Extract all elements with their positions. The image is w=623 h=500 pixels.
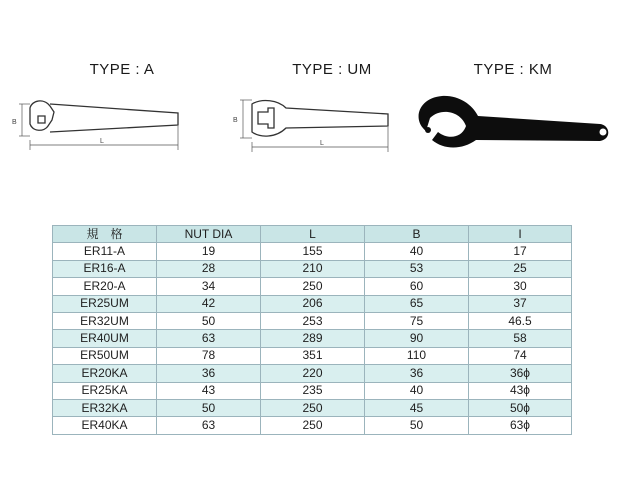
cell-b: 65 <box>365 295 469 312</box>
cell-b: 53 <box>365 260 469 277</box>
cell-l: 351 <box>261 347 365 364</box>
type-um-label: TYPE : UM <box>292 61 372 78</box>
spec-table <box>52 225 572 435</box>
cell-b: 36 <box>365 365 469 382</box>
cell-b: 75 <box>365 312 469 329</box>
cell-i: 37 <box>469 295 572 312</box>
table-row <box>53 295 572 312</box>
cell-l: 210 <box>261 260 365 277</box>
type-km-label: TYPE : KM <box>473 61 553 78</box>
type-um-l-label: L <box>320 140 324 147</box>
cell-nut-dia: 50 <box>157 399 261 416</box>
cell-nut-dia: 43 <box>157 382 261 399</box>
cell-b: 45 <box>365 399 469 416</box>
table-row <box>53 243 572 260</box>
wrench-drawings <box>0 0 623 210</box>
cell-spec: ER20KA <box>53 365 157 382</box>
cell-nut-dia: 63 <box>157 330 261 347</box>
cell-spec: ER50UM <box>53 347 157 364</box>
table-row <box>53 278 572 295</box>
cell-b: 40 <box>365 382 469 399</box>
cell-nut-dia: 78 <box>157 347 261 364</box>
header-spec: 規 格 <box>53 226 157 243</box>
cell-i: 58 <box>469 330 572 347</box>
type-a-wrench <box>30 101 178 132</box>
cell-i: 46.5 <box>469 312 572 329</box>
cell-spec: ER32KA <box>53 399 157 416</box>
cell-spec: ER40UM <box>53 330 157 347</box>
type-um-wrench <box>252 101 388 137</box>
table-row <box>53 260 572 277</box>
header-b: B <box>365 226 469 243</box>
cell-b: 50 <box>365 417 469 434</box>
cell-spec: ER40KA <box>53 417 157 434</box>
cell-spec: ER20-A <box>53 278 157 295</box>
cell-b: 90 <box>365 330 469 347</box>
cell-l: 289 <box>261 330 365 347</box>
cell-l: 155 <box>261 243 365 260</box>
cell-l: 250 <box>261 399 365 416</box>
cell-nut-dia: 36 <box>157 365 261 382</box>
table-row <box>53 312 572 329</box>
cell-l: 253 <box>261 312 365 329</box>
cell-spec: ER11-A <box>53 243 157 260</box>
table-header-row <box>53 226 572 243</box>
cell-l: 235 <box>261 382 365 399</box>
cell-b: 110 <box>365 347 469 364</box>
cell-l: 250 <box>261 278 365 295</box>
cell-spec: ER25KA <box>53 382 157 399</box>
cell-spec: ER25UM <box>53 295 157 312</box>
type-um-b-label: B <box>233 117 238 124</box>
cell-nut-dia: 50 <box>157 312 261 329</box>
table-row <box>53 399 572 416</box>
table-row <box>53 347 572 364</box>
cell-i: 36ϕ <box>469 365 572 382</box>
table-row <box>53 417 572 434</box>
cell-i: 50ϕ <box>469 399 572 416</box>
cell-i: 25 <box>469 260 572 277</box>
cell-nut-dia: 19 <box>157 243 261 260</box>
cell-nut-dia: 28 <box>157 260 261 277</box>
cell-i: 74 <box>469 347 572 364</box>
cell-l: 206 <box>261 295 365 312</box>
cell-i: 43ϕ <box>469 382 572 399</box>
cell-spec: ER16-A <box>53 260 157 277</box>
cell-i: 63ϕ <box>469 417 572 434</box>
cell-l: 220 <box>261 365 365 382</box>
header-i: I <box>469 226 572 243</box>
cell-nut-dia: 34 <box>157 278 261 295</box>
cell-nut-dia: 63 <box>157 417 261 434</box>
cell-l: 250 <box>261 417 365 434</box>
type-a-l-label: L <box>100 138 104 145</box>
cell-i: 30 <box>469 278 572 295</box>
cell-i: 17 <box>469 243 572 260</box>
header-nut-dia: NUT DIA <box>157 226 261 243</box>
table-row <box>53 382 572 399</box>
header-l: L <box>261 226 365 243</box>
table-row <box>53 365 572 382</box>
cell-nut-dia: 42 <box>157 295 261 312</box>
type-km-wrench <box>419 96 609 148</box>
cell-spec: ER32UM <box>53 312 157 329</box>
cell-b: 60 <box>365 278 469 295</box>
type-a-label: TYPE : A <box>89 61 155 78</box>
table-row <box>53 330 572 347</box>
type-a-b-label: B <box>12 119 17 126</box>
cell-b: 40 <box>365 243 469 260</box>
